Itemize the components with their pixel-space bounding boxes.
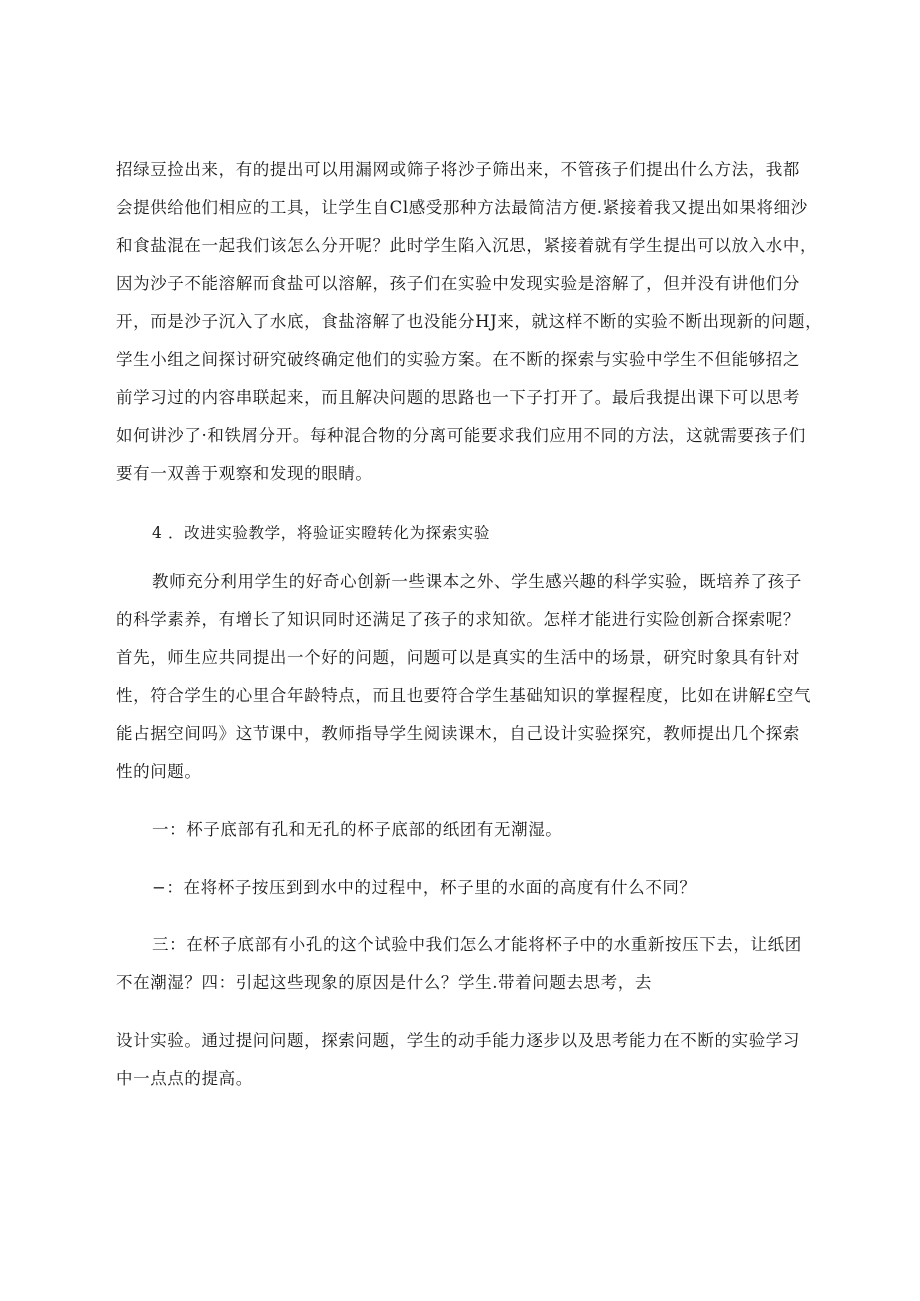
question-two: −：在将杯子按压到到水中的过程中，杯子里的水面的高度有什么不同？	[152, 878, 697, 897]
text-line: 学生小组之间探讨研究破终确定他们的实验方案。在不断的探索与实验中学生不但能够招之	[116, 350, 800, 369]
section-heading: 4 ．改进实验教学，将验证实瞪转化为探索实验	[152, 524, 490, 542]
text-line: 教师充分利用学生的好奇心创新一些课本之外、学生感兴趣的科学实验，既培养了孩子	[152, 572, 802, 591]
text-line: 性，符合学生的心里合年龄特点，而且也要符合学生基础知识的掌握程度，比如在讲解£空气	[116, 686, 812, 705]
text-line: 如何讲沙了·和铁屑分开。每种混合物的分离可能要求我们应用不同的方法，这就需要孩子们	[116, 426, 806, 445]
text-line: 要有一双善于观察和发现的眼睛。	[116, 464, 373, 483]
text-line: 三：在杯子底部有小孔的这个试验中我们怎么才能将杯子中的水重新按压下去，让纸团	[152, 935, 802, 954]
text-line: 招绿豆捡出来，有的提出可以用漏网或筛子将沙子筛出来，不管孩子们提出什么方法，我都	[116, 160, 800, 179]
text-line: 设计实验。通过提问问题，探索问题，学生的动手能力逐步以及思考能力在不断的实验学习	[116, 1031, 800, 1050]
text-line: 会提供给他们相应的工具，让学生自Cl感受那种方法最简洁方便.紧接着我又提出如果将细沙	[116, 198, 808, 217]
text-line: 的科学素养，有增长了知识同时还满足了孩子的求知欲。怎样才能进行实险创新合探索呢？	[116, 610, 800, 629]
text-line: 能占据空间吗》这节课中，教师指导学生阅读课木，自己设计实验探究，教师提出几个探索	[116, 724, 800, 743]
text-line: 前学习过的内容串联起来，而且解决问题的思路也一下子打开了。最后我提出课下可以思考	[116, 388, 800, 407]
text-line: 不在潮湿？四：引起这些现象的原因是什么？学生.带着问题去思考，去	[116, 973, 652, 992]
text-line: 性的问题。	[116, 762, 202, 781]
question-one: 一：杯子底部有孔和无孔的杯子底部的纸团有无潮湿。	[152, 820, 563, 839]
text-line: 开，而是沙子沉入了水底，食盐溶解了也没能分HJ来，就这样不断的实验不断出现新的问题，	[116, 312, 823, 331]
text-line: 因为沙子不能溶解而食盐可以溶解，孩子们在实验中发现实验是溶解了，但并没有讲他们分	[116, 274, 800, 293]
text-line: 首先，师生应共同提出一个好的问题，问题可以是真实的生活中的场景，研究时象具有针对	[116, 648, 800, 667]
text-line: 中一点点的提高。	[116, 1069, 253, 1088]
text-line: 和食盐混在一起我们该怎么分开呢？此时学生陷入沉思，紧接着就有学生提出可以放入水中，	[116, 236, 818, 255]
